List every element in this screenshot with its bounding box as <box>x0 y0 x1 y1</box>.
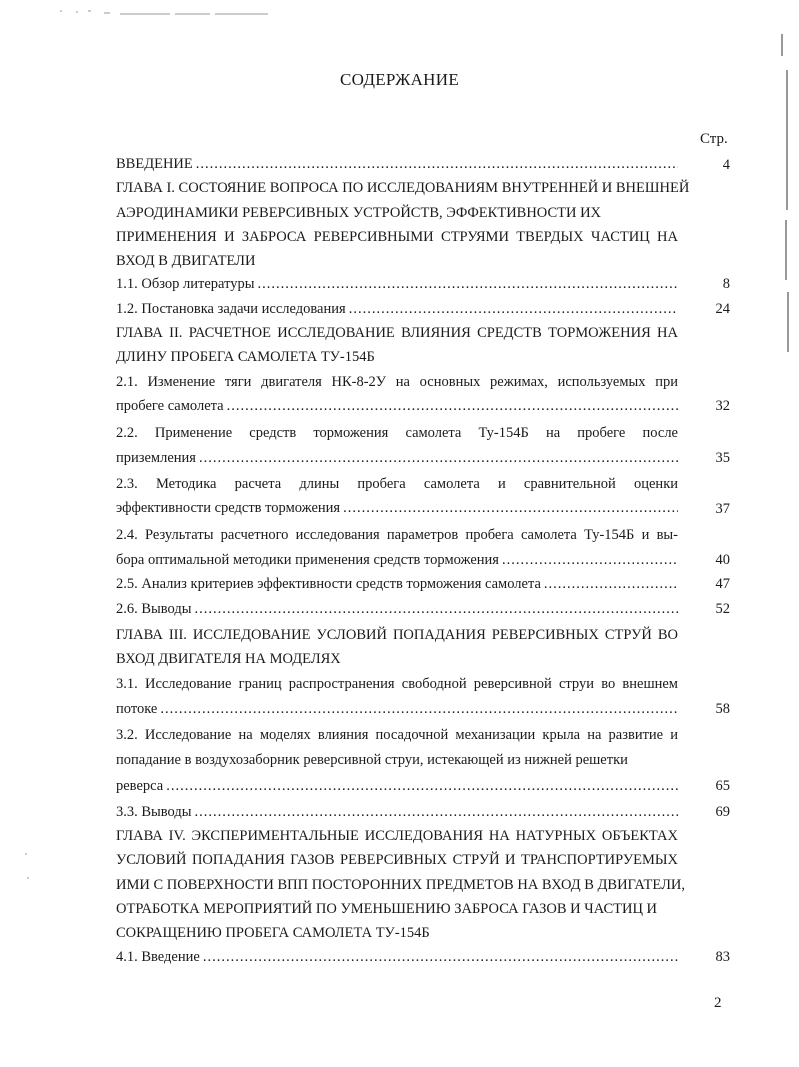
toc-entry-title: 1.1. Обзор литературы <box>116 276 255 292</box>
toc-chapter-2-line-2[interactable]: ДЛИНУ ПРОБЕГА САМОЛЕТА ТУ-154Б <box>116 349 375 365</box>
toc-page-number: 35 <box>715 450 730 466</box>
toc-entry-title: пробеге самолета <box>116 398 224 414</box>
toc-entry-3-2-line-1[interactable]: 3.2. Исследование на моделях влияния посадочной механизации крыла на развитие и <box>116 727 678 743</box>
toc-entry-title: бора оптимальной методики применения средств торможения <box>116 552 499 568</box>
toc-leader-dots <box>199 448 678 468</box>
toc-entry-3-3[interactable] <box>116 802 678 822</box>
toc-entry-2-1[interactable] <box>116 396 678 416</box>
toc-leader-dots <box>257 274 678 294</box>
toc-leader-dots <box>166 776 678 796</box>
toc-chapter-1-line-4[interactable]: ВХОД В ДВИГАТЕЛИ <box>116 253 256 269</box>
toc-page-number: 65 <box>715 778 730 794</box>
scan-artifact-top <box>60 8 270 16</box>
toc-chapter-4-line-2[interactable]: УСЛОВИЙ ПОПАДАНИЯ ГАЗОВ РЕВЕРСИВНЫХ СТРУЙ И ТРАНСПОРТИРУЕМЫХ <box>116 852 678 868</box>
toc-entry-title: 2.5. Анализ критериев эффективности средств торможения самолета <box>116 576 541 592</box>
toc-page-number: 69 <box>715 804 730 820</box>
toc-chapter-3-line-1[interactable]: ГЛАВА III. ИССЛЕДОВАНИЕ УСЛОВИЙ ПОПАДАНИЯ РЕВЕРСИВНЫХ СТРУЙ ВО <box>116 627 678 643</box>
toc-leader-dots <box>502 550 678 570</box>
toc-entry-2-2-line-1[interactable]: 2.2. Применение средств торможения самолета Ту-154Б на пробеге после <box>116 425 678 441</box>
toc-entry-2-6[interactable] <box>116 599 678 619</box>
toc-entry-1-2[interactable] <box>116 299 678 319</box>
toc-entry-title: приземления <box>116 450 196 466</box>
toc-entry-3-2-line-2[interactable]: попадание в воздухозаборник реверсивной струи, истекающей из нижней решетки <box>116 752 628 768</box>
toc-entry-2-2[interactable] <box>116 448 678 468</box>
toc-entry-3-2[interactable] <box>116 776 678 796</box>
toc-entry-title: 1.2. Постановка задачи исследования <box>116 301 346 317</box>
toc-page-number: 47 <box>715 576 730 592</box>
toc-entry-3-1[interactable] <box>116 699 678 719</box>
toc-chapter-4-line-3[interactable]: ИМИ С ПОВЕРХНОСТИ ВПП ПОСТОРОННИХ ПРЕДМЕТОВ НА ВХОД В ДВИГАТЕЛИ, <box>116 877 686 893</box>
toc-chapter-4-line-5[interactable]: СОКРАЩЕНИЮ ПРОБЕГА САМОЛЕТА ТУ-154Б <box>116 925 430 941</box>
toc-leader-dots <box>160 699 678 719</box>
toc-chapter-1-line-2[interactable]: АЭРОДИНАМИКИ РЕВЕРСИВНЫХ УСТРОЙСТВ, ЭФФЕКТИВНОСТИ ИХ <box>116 205 602 221</box>
toc-page-number: 8 <box>722 276 730 292</box>
toc-entry-title: реверса <box>116 778 164 794</box>
toc-leader-dots <box>195 802 679 822</box>
toc-entry-3-1-line-1[interactable]: 3.1. Исследование границ распространения свободной реверсивной струи во внешнем <box>116 676 678 692</box>
toc-leader-dots <box>196 154 678 174</box>
toc-leader-dots <box>343 498 678 518</box>
page-column-label: Стр. <box>700 131 728 147</box>
toc-chapter-2-line-1[interactable]: ГЛАВА II. РАСЧЕТНОЕ ИССЛЕДОВАНИЕ ВЛИЯНИЯ СРЕДСТВ ТОРМОЖЕНИЯ НА <box>116 325 678 341</box>
toc-leader-dots <box>349 299 678 319</box>
toc-chapter-1-line-3[interactable]: ПРИМЕНЕНИЯ И ЗАБРОСА РЕВЕРСИВНЫМИ СТРУЯМИ ТВЕРДЫХ ЧАСТИЦ НА <box>116 229 678 245</box>
toc-entry-title: потоке <box>116 701 158 717</box>
scan-artifact-left <box>22 850 32 890</box>
toc-entry-title: 4.1. Введение <box>116 949 200 965</box>
toc-chapter-3-line-2[interactable]: ВХОД ДВИГАТЕЛЯ НА МОДЕЛЯХ <box>116 651 341 667</box>
toc-entry-title: ВВЕДЕНИЕ <box>116 156 193 172</box>
toc-page-number: 52 <box>715 601 730 617</box>
toc-leader-dots <box>203 947 678 967</box>
toc-page-number: 83 <box>715 949 730 965</box>
page-number: 2 <box>714 995 722 1011</box>
toc-page-number: 24 <box>715 301 730 317</box>
toc-entry-title: 2.6. Выводы <box>116 601 192 617</box>
toc-leader-dots <box>195 599 679 619</box>
toc-chapter-1-line-1[interactable]: ГЛАВА I. СОСТОЯНИЕ ВОПРОСА ПО ИССЛЕДОВАНИЯМ ВНУТРЕННЕЙ И ВНЕШНЕЙ <box>116 180 690 196</box>
toc-entry-2-3[interactable] <box>116 498 678 518</box>
toc-entry-4-1[interactable] <box>116 947 678 967</box>
toc-entry-2-1-line-1[interactable]: 2.1. Изменение тяги двигателя НК-8-2У на основных режимах, используемых при <box>116 374 678 390</box>
toc-entry-2-3-line-1[interactable]: 2.3. Методика расчета длины пробега самолета и сравнительной оценки <box>116 476 678 492</box>
toc-entry-2-5[interactable] <box>116 574 678 594</box>
toc-entry-1-1[interactable] <box>116 274 678 294</box>
toc-page-number: 32 <box>715 398 730 414</box>
toc-entry-2-4-line-1[interactable]: 2.4. Результаты расчетного исследования параметров пробега самолета Ту-154Б и вы- <box>116 527 678 543</box>
toc-entry-title: 3.3. Выводы <box>116 804 192 820</box>
toc-leader-dots <box>544 574 678 594</box>
toc-leader-dots <box>227 396 678 416</box>
toc-entry-2-4[interactable] <box>116 550 678 570</box>
toc-page-number: 4 <box>722 157 730 173</box>
toc-page-number: 40 <box>715 552 730 568</box>
toc-page-number: 37 <box>715 501 730 517</box>
toc-chapter-4-line-4[interactable]: ОТРАБОТКА МЕРОПРИЯТИЙ ПО УМЕНЬШЕНИЮ ЗАБРОСА ГАЗОВ И ЧАСТИЦ И <box>116 901 658 917</box>
toc-chapter-4-line-1[interactable]: ГЛАВА IV. ЭКСПЕРИМЕНТАЛЬНЫЕ ИССЛЕДОВАНИЯ НА НАТУРНЫХ ОБЪЕКТАХ <box>116 828 678 844</box>
toc-entry-intro[interactable] <box>116 154 678 174</box>
page-title: СОДЕРЖАНИЕ <box>339 70 460 89</box>
toc-page-number: 58 <box>715 701 730 717</box>
toc-entry-title: эффективности средств торможения <box>116 500 341 516</box>
